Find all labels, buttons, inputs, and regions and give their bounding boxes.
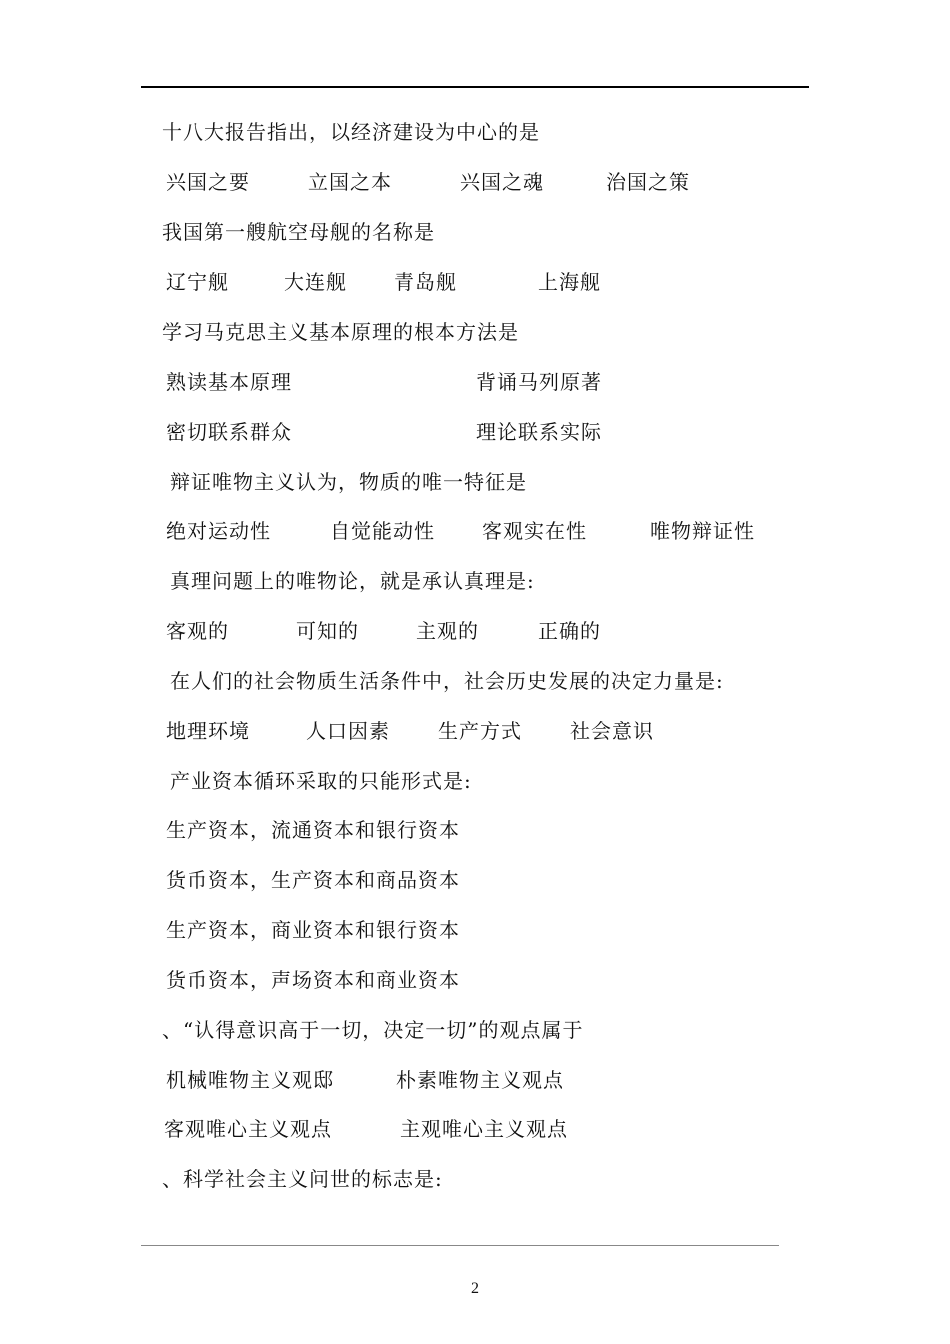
question-2: 我国第一艘航空母舰的名称是 xyxy=(162,220,435,244)
option-7b: 货币资本，生产资本和商品资本 xyxy=(166,868,460,892)
option-3a: 熟读基本原理 xyxy=(166,370,292,394)
option-5b: 可知的 xyxy=(296,619,359,643)
option-2b: 大连舰 xyxy=(284,270,347,294)
option-1c: 兴国之魂 xyxy=(460,170,544,194)
header-rule xyxy=(141,86,809,88)
option-8b: 朴素唯物主义观点 xyxy=(396,1068,564,1092)
page-number: 2 xyxy=(471,1280,479,1297)
option-4d: 唯物辩证性 xyxy=(650,519,755,543)
question-5: 真理问题上的唯物论，就是承认真理是: xyxy=(170,569,535,593)
option-2a: 辽宁舰 xyxy=(166,270,229,294)
option-2c: 青岛舰 xyxy=(394,270,457,294)
option-5d: 正确的 xyxy=(538,619,601,643)
option-3b: 背诵马列原著 xyxy=(476,370,602,394)
option-7c: 生产资本，商业资本和银行资本 xyxy=(166,918,460,942)
question-8: 、“认得意识高于一切，决定一切”的观点属于 xyxy=(162,1018,584,1042)
option-4c: 客观实在性 xyxy=(482,519,587,543)
option-1a: 兴国之要 xyxy=(166,170,250,194)
question-4: 辩证唯物主义认为，物质的唯一特征是 xyxy=(170,470,527,494)
option-7a: 生产资本，流通资本和银行资本 xyxy=(166,818,460,842)
option-6a: 地理环境 xyxy=(166,719,250,743)
question-7: 产业资本循环采取的只能形式是: xyxy=(170,769,472,793)
question-3: 学习马克思主义基本原理的根本方法是 xyxy=(162,320,519,344)
option-8a: 机械唯物主义观邸 xyxy=(166,1068,334,1092)
option-8c: 客观唯心主义观点 xyxy=(164,1117,332,1141)
question-1: 十八大报告指出，以经济建设为中心的是 xyxy=(162,120,540,144)
option-1d: 治国之策 xyxy=(606,170,690,194)
option-3c: 密切联系群众 xyxy=(166,420,292,444)
footer-rule xyxy=(141,1245,779,1246)
option-4b: 自觉能动性 xyxy=(330,519,435,543)
option-6d: 社会意识 xyxy=(570,719,654,743)
question-9: 、科学社会主义问世的标志是: xyxy=(162,1167,443,1191)
option-5c: 主观的 xyxy=(416,619,479,643)
option-1b: 立国之本 xyxy=(308,170,392,194)
option-7d: 货币资本，声场资本和商业资本 xyxy=(166,968,460,992)
option-8d: 主观唯心主义观点 xyxy=(400,1117,568,1141)
option-6b: 人口因素 xyxy=(306,719,390,743)
question-6: 在人们的社会物质生活条件中，社会历史发展的决定力量是: xyxy=(170,669,724,693)
option-5a: 客观的 xyxy=(166,619,229,643)
option-4a: 绝对运动性 xyxy=(166,519,271,543)
option-2d: 上海舰 xyxy=(538,270,601,294)
option-6c: 生产方式 xyxy=(438,719,522,743)
option-3d: 理论联系实际 xyxy=(476,420,602,444)
